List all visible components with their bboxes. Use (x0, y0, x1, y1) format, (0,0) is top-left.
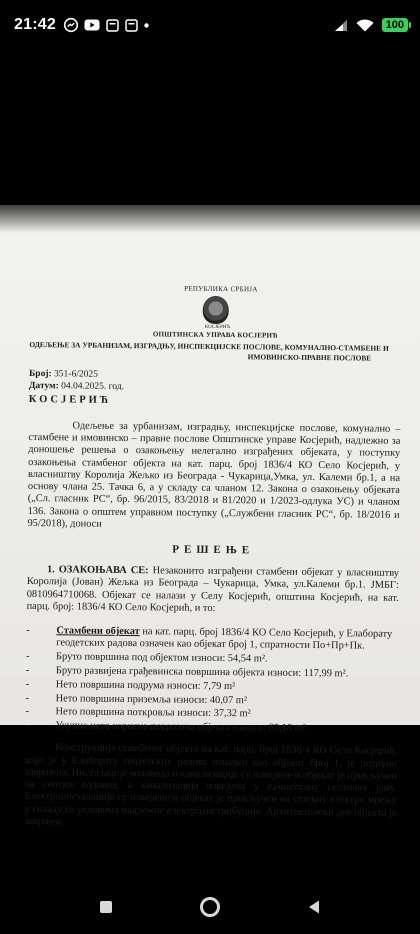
municipality-name: ОПШТИНСКА УПРАВА КОСЈЕРИЋ (152, 330, 279, 340)
messenger-icon (64, 18, 78, 32)
system-icons (334, 18, 408, 32)
list-item: - Укупна нето корисна површина објекта износи: 85,18 m². (25, 720, 309, 734)
notification-box-icon (106, 19, 119, 32)
status-time: 21:42 (14, 16, 56, 33)
crest-label: КОСЈЕРИЋ (204, 325, 231, 331)
notification-icons (64, 18, 149, 32)
battery-icon: 100 (382, 18, 408, 32)
object-details-list (25, 625, 398, 736)
document-meta: Број: 351-6/2025 Датум: 04.04.2025. год. КОСЈЕРИЋ (29, 369, 401, 410)
department-name: ОДЕЉЕЊЕ ЗА УРБАНИЗАМ, ИЗГРАДЊУ, ИНСПЕКЦИЈСКЕ ПОСЛОВЕ, КОМУНАЛНО-СТАМБЕНЕ И ИМОВИНСКО-ПРАВНЕ ПОСЛОВЕ (29, 340, 389, 363)
recents-icon[interactable] (298, 891, 330, 923)
back-icon[interactable] (90, 891, 122, 923)
wifi-icon (356, 19, 374, 32)
decision-heading: РЕШЕЊЕ (172, 543, 255, 557)
point-1 (27, 564, 399, 617)
document-number: 351-6/2025 (54, 369, 98, 380)
intro-paragraph: Одељење за урбанизам, изградњу, инспекцијске послове, комунално – стамбене и имовинско – правне послове Општинске управе Косјерић, надлежно за доношење решења о озакоњењу нелегално изграђених објеката, у поступку озакоњења стамбеног објекта на кат. парц. број 1836/4 КО Село Косјерић, у власништву Королија Жељко из Београда - Чукарица,Умка, ул. Калеми бр.1, а на основу члана 25. Тачка 6, а у складу са чланом 12. Закона о озакоњењу објеката („Сл. гласник РС“, бр. 96/2015, 83/2018 и 81/2020 и 1/2023-одлука УС) и чланом 136. Закона о општем управном поступку („Службени гласник РС“, бр. 18/2016 и 95/2018), доноси (27, 420, 401, 530)
home-icon[interactable] (194, 891, 226, 923)
youtube-icon (84, 19, 100, 31)
signal-icon (334, 19, 348, 32)
list-item: - Бруто површина под објектом износи: 54,54 m². (26, 651, 268, 665)
coat-of-arms-icon (203, 296, 229, 324)
document-date: 04.04.2025. год. (61, 381, 125, 392)
dot-icon (144, 23, 149, 28)
point-1-text: Незаконито изграђени стамбени објекат у власништву Королија (Јован) Жељка из Београда – Чукарица, Умка, ул.Калеми бр.1. ЈМБГ: 0810964710068. Објекат се налази у Селу Косјерић, општина Косјерић, на кат. парц. број: 1836/4 КО Село Косјерић, и то: (26, 565, 400, 614)
list-item: - Нето површина подрума износи: 7,79 m² (25, 678, 236, 692)
document-photo[interactable] (0, 205, 420, 828)
closing-paragraph: Конструкција стамбеног објекта на кат. парц. број 1836/4 КО Село Косјерић, који је у Елаборату геодетских радова означен као објекат број 1, је потпуно завршена. Инсталације водовода и канализације су изведене и објекат је прикључен на сеоски водовод, а канализација изведена у самосталну септичку јаму. Електроинсталације су изведене и објекат је прикључен на спољну електро мрежу у складу са условима надлежне електродистрибуције. Архитектонски део објекта је завршен. (24, 742, 398, 828)
document-place: КОСЈЕРИЋ (28, 393, 112, 406)
status-bar (0, 0, 420, 50)
list-item: - Бруто развијена грађевинска површина објекта износи: 117,99 m². (25, 664, 349, 680)
republic-label: РЕПУБЛИКА СРБИЈА (184, 284, 258, 294)
list-item: - Нето површина приземља износи: 40,07 m² (25, 692, 248, 706)
notification-box-icon (125, 19, 138, 32)
list-item: - Нето површина поткровља износи: 37,32 m² (25, 706, 251, 720)
navigation-bar (0, 880, 420, 934)
document-page (24, 283, 402, 832)
list-item: - Стамбени објекат на кат. парц. број 1836/4 КО Село Косјерић, у Елаборату геодетских радова означен као објекат број 1, спратности По+Пр+Пк. (26, 625, 393, 652)
point-1-label: 1. ОЗАКОЊАВА СЕ: (46, 564, 149, 577)
